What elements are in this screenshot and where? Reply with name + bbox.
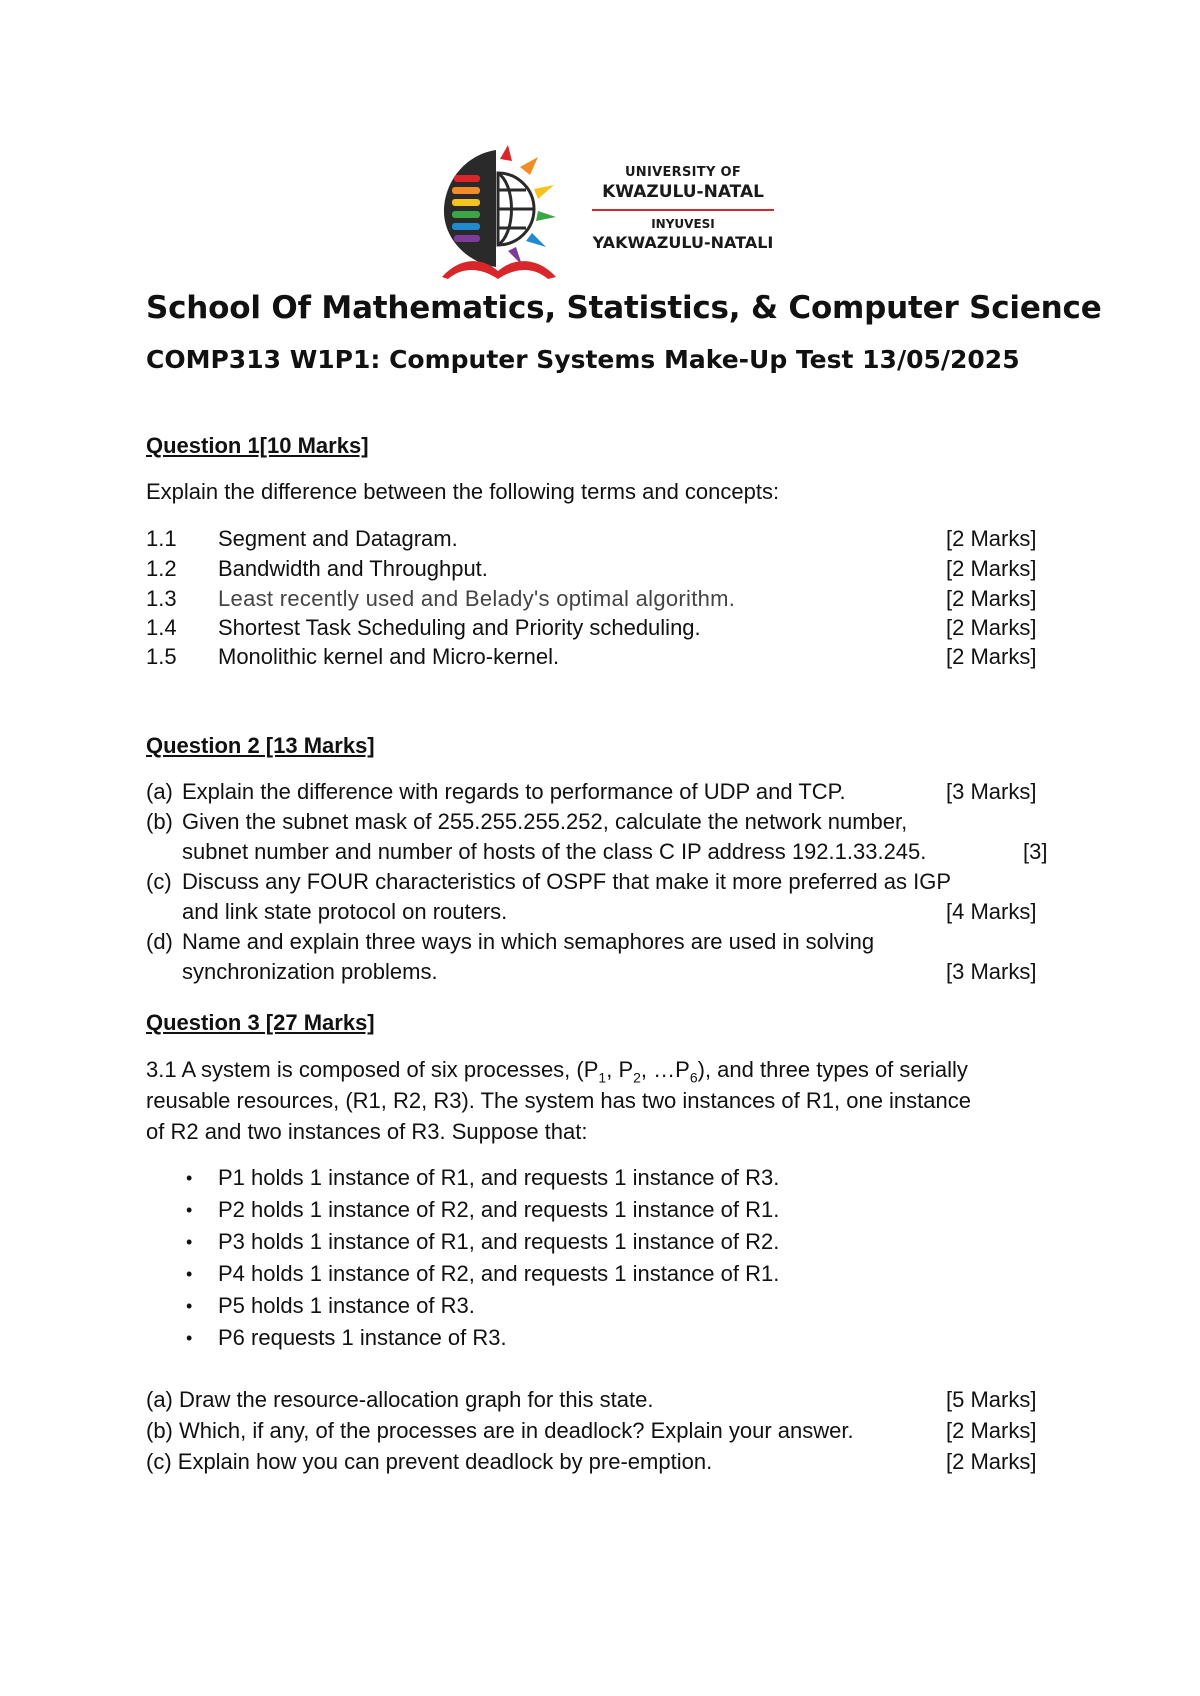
logo-divider	[592, 209, 774, 211]
item-text: Segment and Datagram.	[218, 526, 458, 551]
item-number: 1.3	[146, 586, 177, 611]
bullet-icon: •	[186, 1296, 193, 1316]
test-title: COMP313 W1P1: Computer Systems Make-Up Test 13/05/2025	[146, 345, 1020, 374]
bullet-icon: •	[186, 1168, 193, 1188]
item-marks: [2 Marks]	[946, 526, 1037, 551]
bullet-icon: •	[186, 1232, 193, 1252]
logo-line-3: INYUVESI	[651, 217, 715, 231]
list-item: P4 holds 1 instance of R2, and requests 1 instance of R1.	[218, 1261, 780, 1286]
item-marks: [2 Marks]	[946, 615, 1037, 640]
part-c-label: (c)	[146, 869, 172, 894]
item-marks: [2 Marks]	[946, 644, 1037, 669]
university-logo	[438, 145, 774, 285]
part-b-label: (b)	[146, 809, 173, 834]
part-b-line-2: subnet number and number of hosts of the class C IP address 192.1.33.245.	[182, 839, 927, 864]
part-a-marks: [3 Marks]	[946, 779, 1037, 804]
question-3-paragraph-line-2: reusable resources, (R1, R2, R3). The system has two instances of R1, one instance	[146, 1088, 971, 1113]
item-number: 1.2	[146, 556, 177, 581]
q3-part-marks: [2 Marks]	[946, 1418, 1037, 1443]
list-item: P1 holds 1 instance of R1, and requests 1 instance of R3.	[218, 1165, 780, 1190]
q3-part-text: (a) Draw the resource-allocation graph for this state.	[146, 1387, 654, 1412]
item-number: 1.1	[146, 526, 177, 551]
logo-wordmark	[588, 165, 778, 252]
item-marks: [2 Marks]	[946, 556, 1037, 581]
bullet-icon: •	[186, 1200, 193, 1220]
bullet-icon: •	[186, 1328, 193, 1348]
q3-part-text: (b) Which, if any, of the processes are in deadlock? Explain your answer.	[146, 1418, 854, 1443]
part-b-line-1: Given the subnet mask of 255.255.255.252, calculate the network number,	[182, 809, 908, 834]
part-d-marks: [3 Marks]	[946, 959, 1037, 984]
part-d-line-2: synchronization problems.	[182, 959, 438, 984]
q3-part-text: (c) Explain how you can prevent deadlock by pre-emption.	[146, 1449, 713, 1474]
logo-line-2: KWAZULU-NATAL	[602, 182, 764, 202]
question-1-heading: Question 1[10 Marks]	[146, 433, 369, 458]
part-c-line-1: Discuss any FOUR characteristics of OSPF that make it more preferred as IGP	[182, 869, 952, 894]
part-b-marks: [3]	[1023, 839, 1048, 864]
bullet-icon: •	[186, 1264, 193, 1284]
item-text: Bandwidth and Throughput.	[218, 556, 488, 581]
question-3-heading: Question 3 [27 Marks]	[146, 1010, 375, 1035]
part-a-label: (a)	[146, 779, 173, 804]
item-number: 1.4	[146, 615, 177, 640]
logo-line-4: YAKWAZULU-NATALI	[592, 233, 774, 252]
question-3-paragraph-line-3: of R2 and two instances of R3. Suppose that:	[146, 1119, 588, 1144]
list-item: P6 requests 1 instance of R3.	[218, 1325, 507, 1350]
question-2-heading: Question 2 [13 Marks]	[146, 733, 375, 758]
part-c-line-2: and link state protocol on routers.	[182, 899, 508, 924]
q3-part-marks: [2 Marks]	[946, 1449, 1037, 1474]
question-3-paragraph-line-1: 3.1 A system is composed of six processes, ($P_1$, $P_2$, $\dots P_6$), and three types of serially	[146, 1057, 968, 1086]
item-text: Monolithic kernel and Micro-kernel.	[218, 644, 560, 669]
school-title: School Of Mathematics, Statistics, & Computer Science	[146, 290, 1102, 326]
question-1-intro: Explain the difference between the following terms and concepts:	[146, 479, 780, 504]
item-marks: [2 Marks]	[946, 586, 1037, 611]
part-a-text: Explain the difference with regards to performance of UDP and TCP.	[182, 779, 846, 804]
part-d-line-1: Name and explain three ways in which semaphores are used in solving	[182, 929, 875, 954]
item-text: Least recently used and Belady's optimal algorithm.	[218, 586, 736, 611]
list-item: P5 holds 1 instance of R3.	[218, 1293, 475, 1318]
logo-line-1: UNIVERSITY OF	[624, 165, 742, 180]
q3-part-marks: [5 Marks]	[946, 1387, 1037, 1412]
list-item: P3 holds 1 instance of R1, and requests 1 instance of R2.	[218, 1229, 780, 1254]
part-c-marks: [4 Marks]	[946, 899, 1037, 924]
list-item: P2 holds 1 instance of R2, and requests 1 instance of R1.	[218, 1197, 780, 1222]
part-d-label: (d)	[146, 929, 173, 954]
item-number: 1.5	[146, 644, 177, 669]
ukzn-emblem-icon	[438, 145, 588, 285]
item-text: Shortest Task Scheduling and Priority scheduling.	[218, 615, 701, 640]
